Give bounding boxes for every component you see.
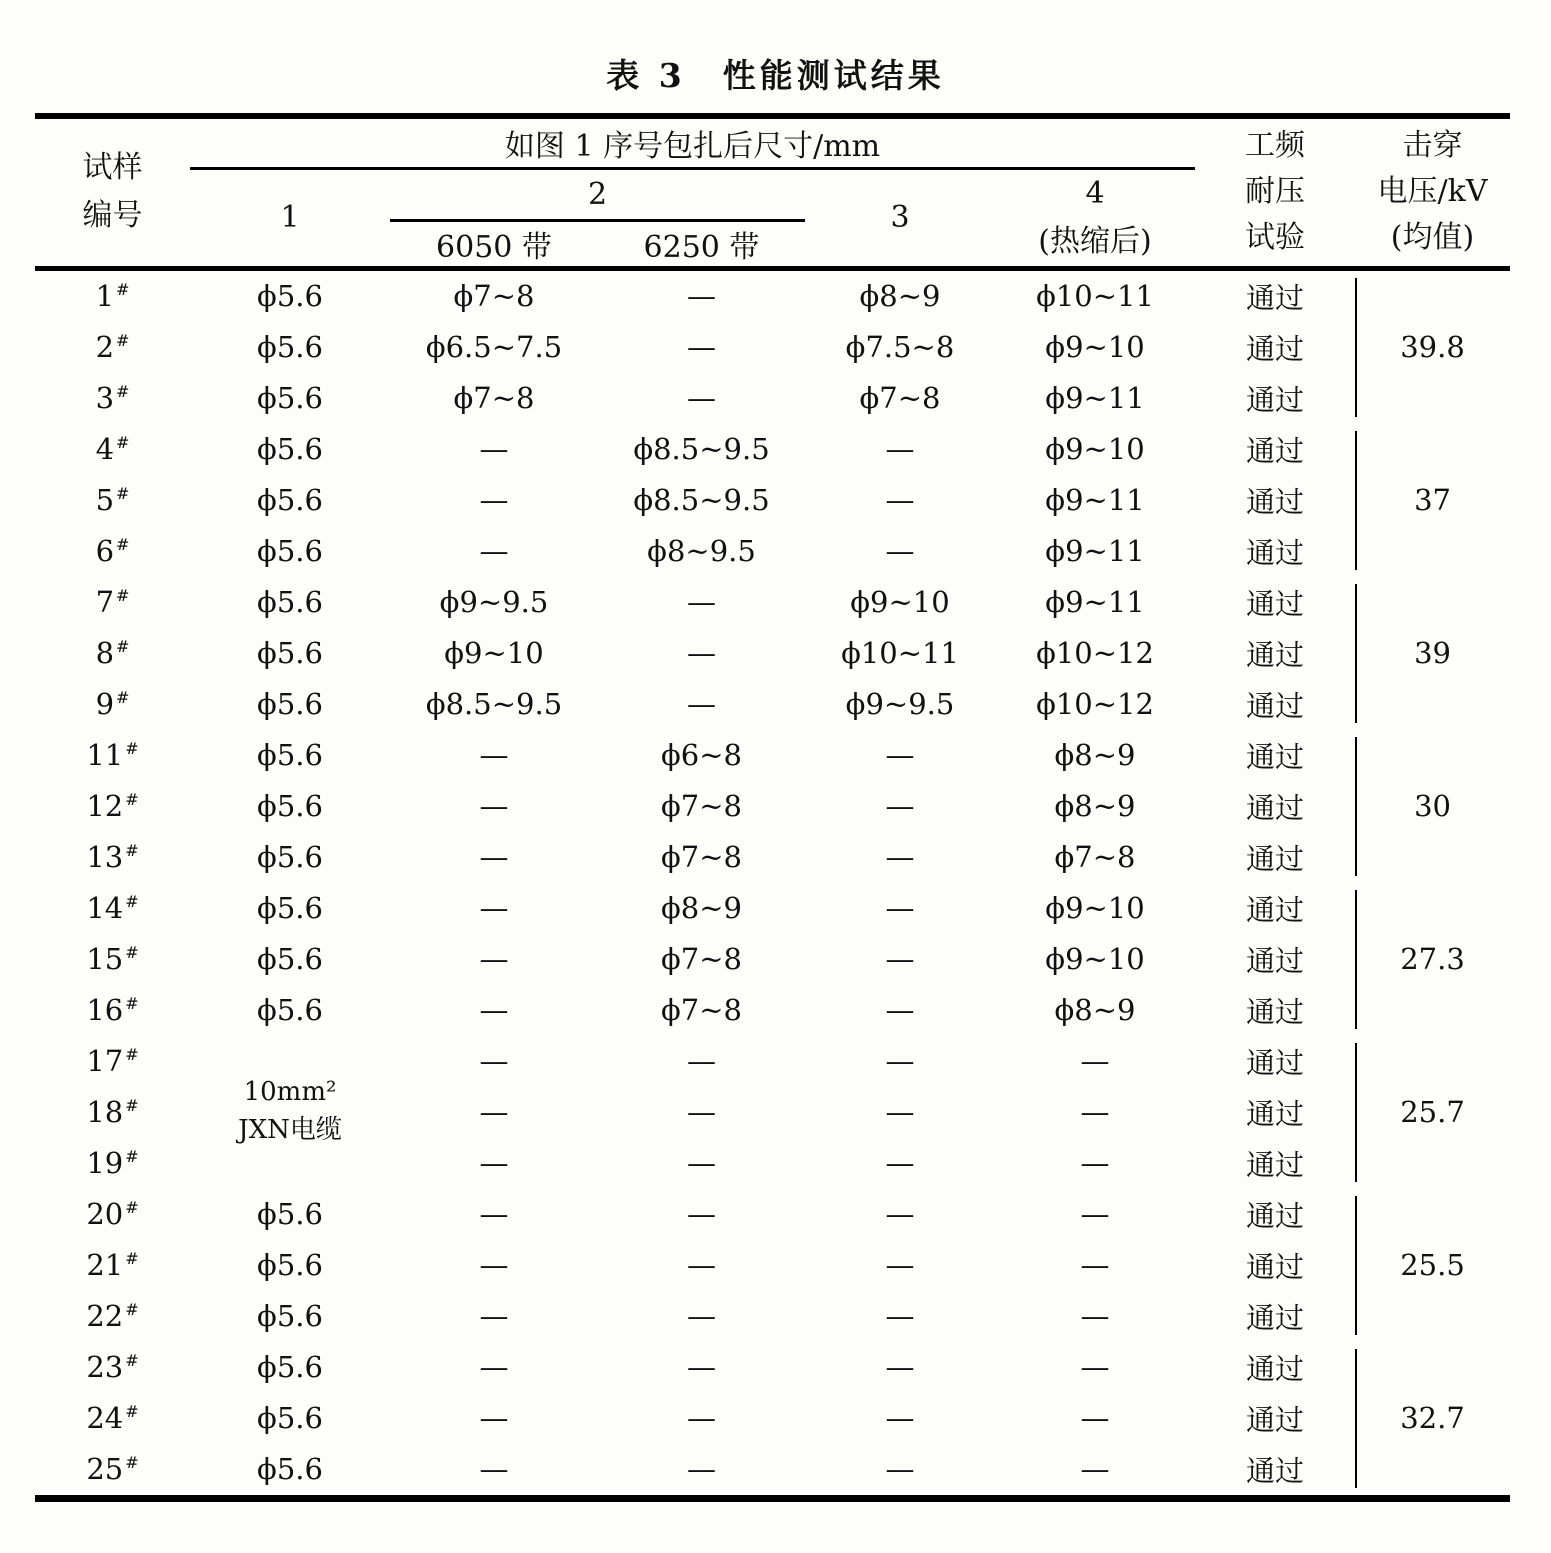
cell-dim-6050: — [479, 1299, 509, 1333]
table-row [35, 883, 1510, 934]
sample-no-superscript: # [125, 1249, 139, 1269]
cell-dim-4: — [1080, 1452, 1110, 1486]
cell-freq-result: 通过 [1246, 637, 1305, 672]
header-sample-number: 试样 编号 [82, 150, 143, 234]
sample-no-superscript: # [125, 1453, 139, 1473]
cell-dim-6250: ϕ8~9 [661, 891, 742, 925]
cell-dim-6050: ϕ9~9.5 [439, 585, 549, 619]
cell-dim-6050: ϕ9~10 [444, 636, 544, 670]
cell-sample-no: 25 # [86, 1452, 139, 1486]
cell-dim-6250: ϕ7~8 [661, 840, 742, 874]
cell-dim-4: ϕ8~9 [1054, 993, 1136, 1027]
cell-sample-no: 13 # [86, 840, 139, 874]
cell-dim-4: ϕ10~11 [1036, 279, 1154, 313]
table-row [35, 985, 1510, 1036]
cell-dim-1: ϕ5.6 [257, 636, 323, 670]
sample-no-superscript: # [116, 637, 130, 657]
cell-dim-4: ϕ8~9 [1054, 738, 1136, 772]
cell-freq-result: 通过 [1246, 1402, 1305, 1437]
cell-dim-6250: ϕ8~9.5 [647, 534, 756, 568]
table-row [35, 1240, 1510, 1291]
cell-dim-4: ϕ9~10 [1045, 330, 1145, 364]
cell-freq-result: 通过 [1246, 892, 1305, 927]
cell-sample-no: 14 # [86, 891, 139, 925]
cell-sample-no: 8 # [95, 636, 130, 670]
cell-dim-3: ϕ8~9 [859, 279, 941, 313]
cell-sample-no: 6 # [95, 534, 130, 568]
sample-no-superscript: # [116, 484, 130, 504]
cell-dim-6050: — [479, 1452, 509, 1486]
table-row [35, 322, 1510, 373]
cell-dim-6050: — [479, 1095, 509, 1129]
sample-no-superscript: # [116, 280, 130, 300]
cell-dim-3: ϕ9~10 [850, 585, 950, 619]
results-table [35, 113, 1510, 1502]
cell-freq-result: 通过 [1246, 943, 1305, 978]
sample-no-superscript: # [125, 1351, 139, 1371]
cell-dim-6250: — [687, 636, 716, 670]
cell-dim-3: — [885, 1248, 915, 1282]
cell-dim-1: ϕ5.6 [257, 687, 323, 721]
cell-dim-6250: ϕ8.5~9.5 [633, 432, 770, 466]
cell-sample-no: 16 # [86, 993, 139, 1027]
cell-sample-no: 17 # [86, 1044, 139, 1078]
cell-breakdown-voltage: 39.8 [1355, 268, 1510, 424]
cell-sample-no: 22 # [86, 1299, 139, 1333]
table-row [35, 832, 1510, 883]
cell-dim-1: ϕ5.6 [257, 942, 323, 976]
header-freq-test: 工频 耐压 试验 [1245, 128, 1306, 256]
cell-dim-6250: ϕ7~8 [661, 942, 742, 976]
sample-no-superscript: # [116, 586, 130, 606]
cell-dim-3: — [885, 1095, 915, 1129]
sample-no-superscript: # [116, 331, 130, 351]
table-row [35, 1291, 1510, 1342]
cell-dim-3: ϕ9~9.5 [845, 687, 955, 721]
cell-dim-6250: — [687, 1401, 716, 1435]
cell-sample-no: 5 # [95, 483, 130, 517]
cell-dim-6050: — [479, 942, 509, 976]
cell-dim-3: — [885, 891, 915, 925]
cell-breakdown-voltage: 30 [1355, 730, 1510, 883]
cell-dim-3: — [885, 738, 915, 772]
cell-breakdown-voltage: 32.7 [1355, 1342, 1510, 1499]
table-row [35, 1444, 1510, 1499]
table-row [35, 1342, 1510, 1393]
cell-dim-3: — [885, 993, 915, 1027]
cell-dim-3: — [885, 1452, 915, 1486]
cell-dim-3: — [885, 1197, 915, 1231]
cell-dim-4: — [1080, 1299, 1110, 1333]
cell-dim-3: — [885, 1299, 915, 1333]
cell-dim-6050: — [479, 534, 509, 568]
cell-dim-6050: — [479, 840, 509, 874]
cell-freq-result: 通过 [1246, 1300, 1305, 1335]
cell-dim-6050: — [479, 1197, 509, 1231]
cell-dim-6050: ϕ8.5~9.5 [425, 687, 563, 721]
cell-freq-result: 通过 [1246, 994, 1305, 1029]
header-col-6250-tape: 6250 带 [643, 229, 760, 265]
cell-dim-6050: — [479, 738, 509, 772]
cell-dim-6250: — [687, 1452, 716, 1486]
cell-dim-3: ϕ7.5~8 [845, 330, 955, 364]
cell-dim-6250: — [687, 381, 716, 415]
cell-freq-result: 通过 [1246, 331, 1305, 366]
cell-dim-6050: ϕ7~8 [453, 381, 535, 415]
cell-dim-6250: — [687, 585, 716, 619]
cell-dim-6250: — [687, 1299, 716, 1333]
table-row [35, 475, 1510, 526]
cell-dim-6250: — [687, 1044, 716, 1078]
cell-dim-6250: — [687, 1350, 716, 1384]
cell-breakdown-voltage: 27.3 [1355, 883, 1510, 1036]
table-row [35, 424, 1510, 475]
cell-dim-4: — [1080, 1095, 1110, 1129]
cell-dim-6050: — [479, 1146, 509, 1180]
cell-cable-spec: 10mm² JXN电缆 [238, 1077, 342, 1145]
cell-freq-result: 通过 [1246, 280, 1305, 315]
table-body [35, 268, 1510, 1498]
header-breakdown-voltage: 击穿 电压/kV (均值) [1377, 128, 1488, 256]
cell-dim-4: ϕ9~10 [1045, 432, 1145, 466]
cell-dim-1: ϕ5.6 [257, 279, 323, 313]
sample-no-superscript: # [125, 1096, 139, 1116]
cell-breakdown-voltage: 25.7 [1355, 1036, 1510, 1189]
cell-dim-1: ϕ5.6 [257, 534, 323, 568]
cell-dim-1: ϕ5.6 [257, 381, 323, 415]
cell-dim-1: ϕ5.6 [257, 1299, 323, 1333]
cell-dim-4: — [1080, 1197, 1110, 1231]
header-col-1: 1 [280, 200, 300, 235]
cell-dim-6050: — [479, 483, 509, 517]
cell-dim-1: ϕ5.6 [257, 483, 323, 517]
cell-dim-1: ϕ5.6 [257, 585, 323, 619]
sample-no-superscript: # [125, 892, 139, 912]
header-col-3: 3 [890, 200, 910, 235]
cell-freq-result: 通过 [1246, 739, 1305, 774]
cell-dim-6050: — [479, 993, 509, 1027]
cell-dim-6050: ϕ7~8 [453, 279, 535, 313]
cell-dim-4: — [1080, 1350, 1110, 1384]
header-col-2: 2 [390, 168, 805, 220]
cell-freq-result: 通过 [1246, 535, 1305, 570]
sample-no-superscript: # [125, 841, 139, 861]
table-title: 表 3 性能测试结果 [606, 56, 945, 95]
cell-dim-6250: — [687, 1197, 716, 1231]
cell-dim-3: — [885, 1146, 915, 1180]
cell-dim-1: ϕ5.6 [257, 789, 323, 823]
cell-freq-result: 通过 [1246, 1249, 1305, 1284]
cell-dim-6250: ϕ6~8 [661, 738, 742, 772]
cell-dim-6250: — [687, 1146, 716, 1180]
cell-dim-3: — [885, 1401, 915, 1435]
cell-dim-6050: — [479, 1350, 509, 1384]
cell-breakdown-voltage: 39 [1355, 577, 1510, 730]
cell-dim-4: ϕ10~12 [1036, 687, 1154, 721]
cell-dim-6050: — [479, 789, 509, 823]
cell-freq-result: 通过 [1246, 382, 1305, 417]
header-col-6050-tape: 6050 带 [436, 229, 552, 265]
cell-dim-6250: — [687, 279, 716, 313]
cell-dim-1: ϕ5.6 [257, 330, 323, 364]
sample-no-superscript: # [125, 994, 139, 1014]
cell-breakdown-voltage: 25.5 [1355, 1189, 1510, 1342]
cell-sample-no: 4 # [95, 432, 130, 466]
cell-dim-6250: ϕ7~8 [661, 993, 742, 1027]
cell-dim-4: — [1080, 1248, 1110, 1282]
cell-dim-1: ϕ5.6 [257, 1401, 323, 1435]
cell-dim-3: — [885, 840, 915, 874]
cell-dim-1: ϕ5.6 [257, 1452, 323, 1486]
cell-dim-6050: — [479, 1248, 509, 1282]
cell-dim-3: — [885, 789, 915, 823]
cell-dim-6050: — [479, 432, 509, 466]
header-dims-group: 如图 1 序号包扎后尺寸/mm [190, 116, 1195, 168]
cell-freq-result: 通过 [1246, 790, 1305, 825]
cell-dim-1: ϕ5.6 [257, 993, 323, 1027]
cell-sample-no: 18 # [86, 1095, 139, 1129]
cell-dim-4: ϕ9~11 [1045, 585, 1145, 619]
sample-no-superscript: # [125, 1045, 139, 1065]
cell-dim-4: ϕ9~11 [1045, 381, 1145, 415]
cell-dim-3: ϕ10~11 [841, 636, 959, 670]
table-row [35, 577, 1510, 628]
cell-dim-6250: — [687, 1095, 716, 1129]
cell-sample-no: 15 # [86, 942, 139, 976]
sample-no-superscript: # [116, 433, 130, 453]
cell-sample-no: 21 # [86, 1248, 139, 1282]
cell-dim-6250: ϕ7~8 [661, 789, 742, 823]
table-row [35, 1393, 1510, 1444]
cell-dim-6250: ϕ8.5~9.5 [633, 483, 770, 517]
sample-no-superscript: # [116, 382, 130, 402]
cell-freq-result: 通过 [1246, 1351, 1305, 1386]
cell-dim-1: ϕ5.6 [257, 1248, 323, 1282]
table-row [35, 679, 1510, 730]
header-col-4: 4 (热缩后) [1038, 175, 1152, 259]
sample-no-superscript: # [116, 688, 130, 708]
cell-freq-result: 通过 [1246, 1198, 1305, 1233]
cell-sample-no: 19 # [86, 1146, 139, 1180]
cell-sample-no: 9 # [95, 687, 130, 721]
cell-sample-no: 24 # [86, 1401, 139, 1435]
cell-dim-3: — [885, 942, 915, 976]
cell-dim-3: — [885, 1350, 915, 1384]
table-row [35, 628, 1510, 679]
cell-dim-1: ϕ5.6 [257, 1350, 323, 1384]
table-row [35, 526, 1510, 577]
cell-dim-3: — [885, 534, 915, 568]
cell-dim-1: ϕ5.6 [257, 891, 323, 925]
cell-sample-no: 23 # [86, 1350, 139, 1384]
cell-dim-4: ϕ9~11 [1045, 483, 1145, 517]
sample-no-superscript: # [125, 739, 139, 759]
sample-no-superscript: # [125, 790, 139, 810]
cell-sample-no: 7 # [95, 585, 130, 619]
cell-dim-4: — [1080, 1044, 1110, 1078]
cell-sample-no: 20 # [86, 1197, 139, 1231]
cell-dim-1: ϕ5.6 [257, 738, 323, 772]
sample-no-superscript: # [125, 1198, 139, 1218]
cell-sample-no: 3 # [95, 381, 130, 415]
table-row [35, 268, 1510, 322]
cell-dim-6050: — [479, 1401, 509, 1435]
cell-freq-result: 通过 [1246, 1045, 1305, 1080]
cell-freq-result: 通过 [1246, 586, 1305, 621]
cell-dim-1: ϕ5.6 [257, 1197, 323, 1231]
cell-dim-1: ϕ5.6 [257, 840, 323, 874]
sample-no-superscript: # [116, 535, 130, 555]
cell-dim-4: — [1080, 1401, 1110, 1435]
cell-breakdown-voltage: 37 [1355, 424, 1510, 577]
table-row [35, 730, 1510, 781]
cell-dim-3: — [885, 1044, 915, 1078]
sample-no-superscript: # [125, 1402, 139, 1422]
cell-dim-4: ϕ9~10 [1045, 942, 1145, 976]
table-row [35, 373, 1510, 424]
cell-sample-no: 2 # [95, 330, 130, 364]
cell-freq-result: 通过 [1246, 484, 1305, 519]
sample-no-superscript: # [125, 1300, 139, 1320]
table-row [35, 934, 1510, 985]
table-row [35, 1189, 1510, 1240]
cell-dim-6050: — [479, 891, 509, 925]
cell-dim-4: ϕ9~10 [1045, 891, 1145, 925]
cell-sample-no: 11 # [86, 738, 139, 772]
cell-freq-result: 通过 [1246, 688, 1305, 723]
cell-dim-6250: — [687, 330, 716, 364]
cell-dim-4: — [1080, 1146, 1110, 1180]
cell-dim-6250: — [687, 687, 716, 721]
cell-freq-result: 通过 [1246, 1147, 1305, 1182]
cell-dim-4: ϕ8~9 [1054, 789, 1136, 823]
cell-dim-4: ϕ10~12 [1036, 636, 1154, 670]
cell-dim-6050: — [479, 1044, 509, 1078]
cell-dim-6250: — [687, 1248, 716, 1282]
cell-sample-no: 12 # [86, 789, 139, 823]
cell-freq-result: 通过 [1246, 1096, 1305, 1131]
cell-dim-1: ϕ5.6 [257, 432, 323, 466]
cell-freq-result: 通过 [1246, 433, 1305, 468]
table-row [35, 1036, 1510, 1087]
cell-dim-6050: ϕ6.5~7.5 [425, 330, 563, 364]
cell-sample-no: 1 # [95, 279, 130, 313]
sample-no-superscript: # [125, 1147, 139, 1167]
table-row [35, 781, 1510, 832]
table-header [35, 116, 1510, 268]
cell-freq-result: 通过 [1246, 841, 1305, 876]
cell-dim-3: — [885, 432, 915, 466]
cell-dim-3: ϕ7~8 [859, 381, 941, 415]
cell-dim-4: ϕ7~8 [1054, 840, 1136, 874]
sample-no-superscript: # [125, 943, 139, 963]
cell-dim-4: ϕ9~11 [1045, 534, 1145, 568]
cell-dim-3: — [885, 483, 915, 517]
cell-freq-result: 通过 [1246, 1453, 1305, 1488]
